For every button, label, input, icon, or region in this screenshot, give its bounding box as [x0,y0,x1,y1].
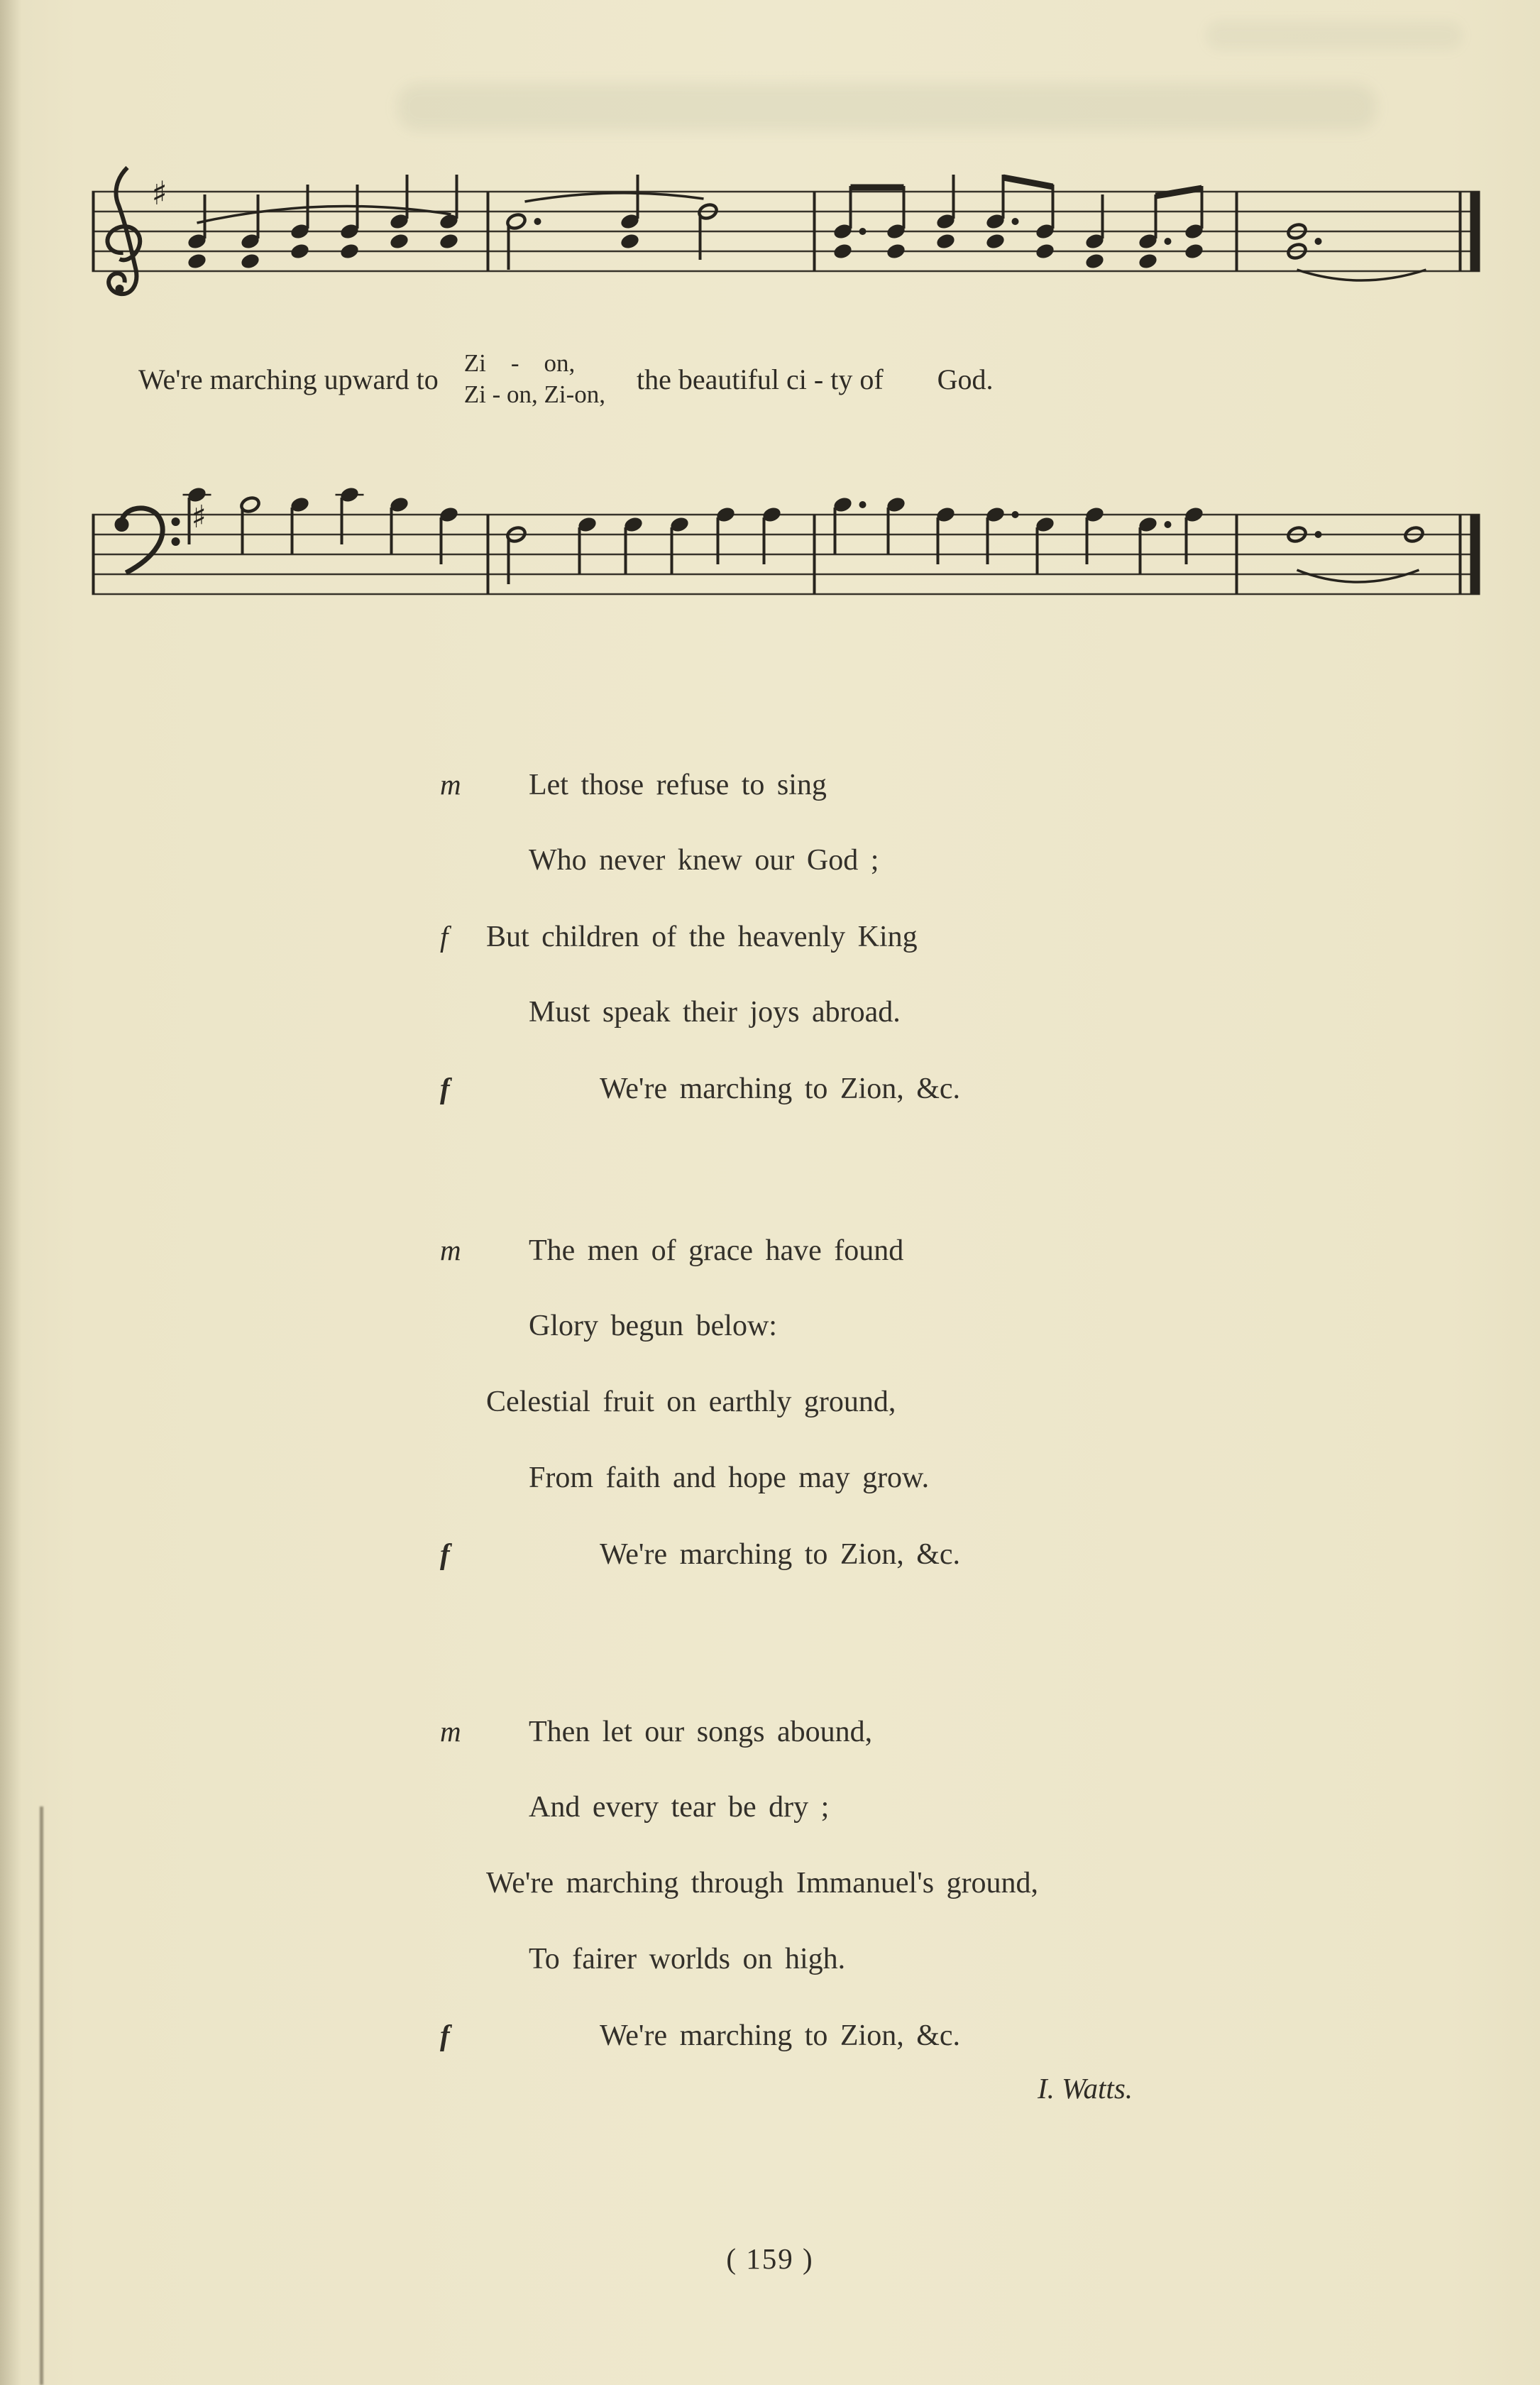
verse-line [440,1288,1476,1364]
refrain-line [440,1997,1476,2073]
verse-line [440,747,1476,823]
refrain-text: We're marching to Zion, &c. [600,1073,961,1105]
dynamic-mark: m [440,1715,461,1748]
lyric-god: God. [937,363,994,395]
verse-line-text: Glory begun below: [529,1310,777,1342]
verse-line [440,1364,1476,1440]
verse-line-text: To fairer worlds on high. [529,1943,846,1975]
lyric-zion-top: Zi - on, [463,349,576,377]
verse-line [440,899,1476,975]
page-number: ( 159 ) [726,2242,814,2275]
verse-line-text: We're marching through Immanuel's ground, [486,1867,1039,1899]
lyric-post: the beautiful ci - ty of [637,363,884,395]
verse-3 [440,1694,1476,2073]
verse-1 [440,747,1476,1126]
scan-artifact-line [40,1806,43,2385]
treble-staff-system [89,163,1505,312]
verse-line-text: Let those refuse to sing [529,769,827,801]
refrain-line [440,1051,1476,1126]
verse-line [440,1440,1476,1516]
verse-line [440,1846,1476,1921]
hymn-lyric-line [138,339,1437,419]
treble-key-signature-sharp: ♯ [151,174,167,212]
dynamic-mark: f [440,2019,450,2051]
bass-key-signature-sharp: ♯ [191,499,207,535]
verse-line [440,1921,1476,1997]
verse-line-text: Celestial fruit on earthly ground, [486,1386,896,1418]
verse-line-text: Then let our songs abound, [529,1716,873,1748]
verse-line-text: Must speak their joys abroad. [529,996,901,1029]
bass-staff-system [89,465,1505,671]
verse-line [440,823,1476,899]
dynamic-mark: f [440,920,449,953]
bass-notes-measure-1 [187,486,460,564]
page-showthrough [1206,21,1462,50]
author-attribution: I. Watts. [1038,2072,1133,2105]
dynamic-mark: f [440,1072,450,1104]
verse-line [440,1212,1476,1288]
page-edge-shadow [0,0,21,2385]
verse-line-text: And every tear be dry ; [529,1791,830,1824]
dynamic-mark: f [440,1537,450,1570]
verse-line-text: Who never knew our God ; [529,844,879,877]
verse-2 [440,1212,1476,1592]
treble-notes-measure-1 [187,175,460,270]
page-showthrough [397,84,1377,131]
verse-line-text: From faith and hope may grow. [529,1462,930,1494]
treble-notes-measure-3 [832,175,1205,270]
refrain-line [440,1516,1476,1592]
lyric-zion-stack [464,348,605,410]
verse-line [440,1694,1476,1770]
lyric-zion-bottom: Zi - on, Zi-on, [463,380,605,408]
dynamic-mark: m [440,1234,461,1266]
dynamic-mark: m [440,768,461,801]
bass-notes-measure-2 [506,505,783,584]
refrain-text: We're marching to Zion, &c. [600,1538,961,1571]
lyric-pre: We're marching upward to [138,363,439,395]
bass-clef-icon [115,508,180,573]
refrain-text: We're marching to Zion, &c. [600,2019,961,2052]
treble-notes-measure-2 [506,175,719,270]
verse-line [440,1770,1476,1846]
bass-staff-lines [92,515,1480,594]
verse-line [440,975,1476,1051]
verse-line-text: But children of the heavenly King [486,921,918,953]
verse-line-text: The men of grace have found [529,1234,904,1267]
